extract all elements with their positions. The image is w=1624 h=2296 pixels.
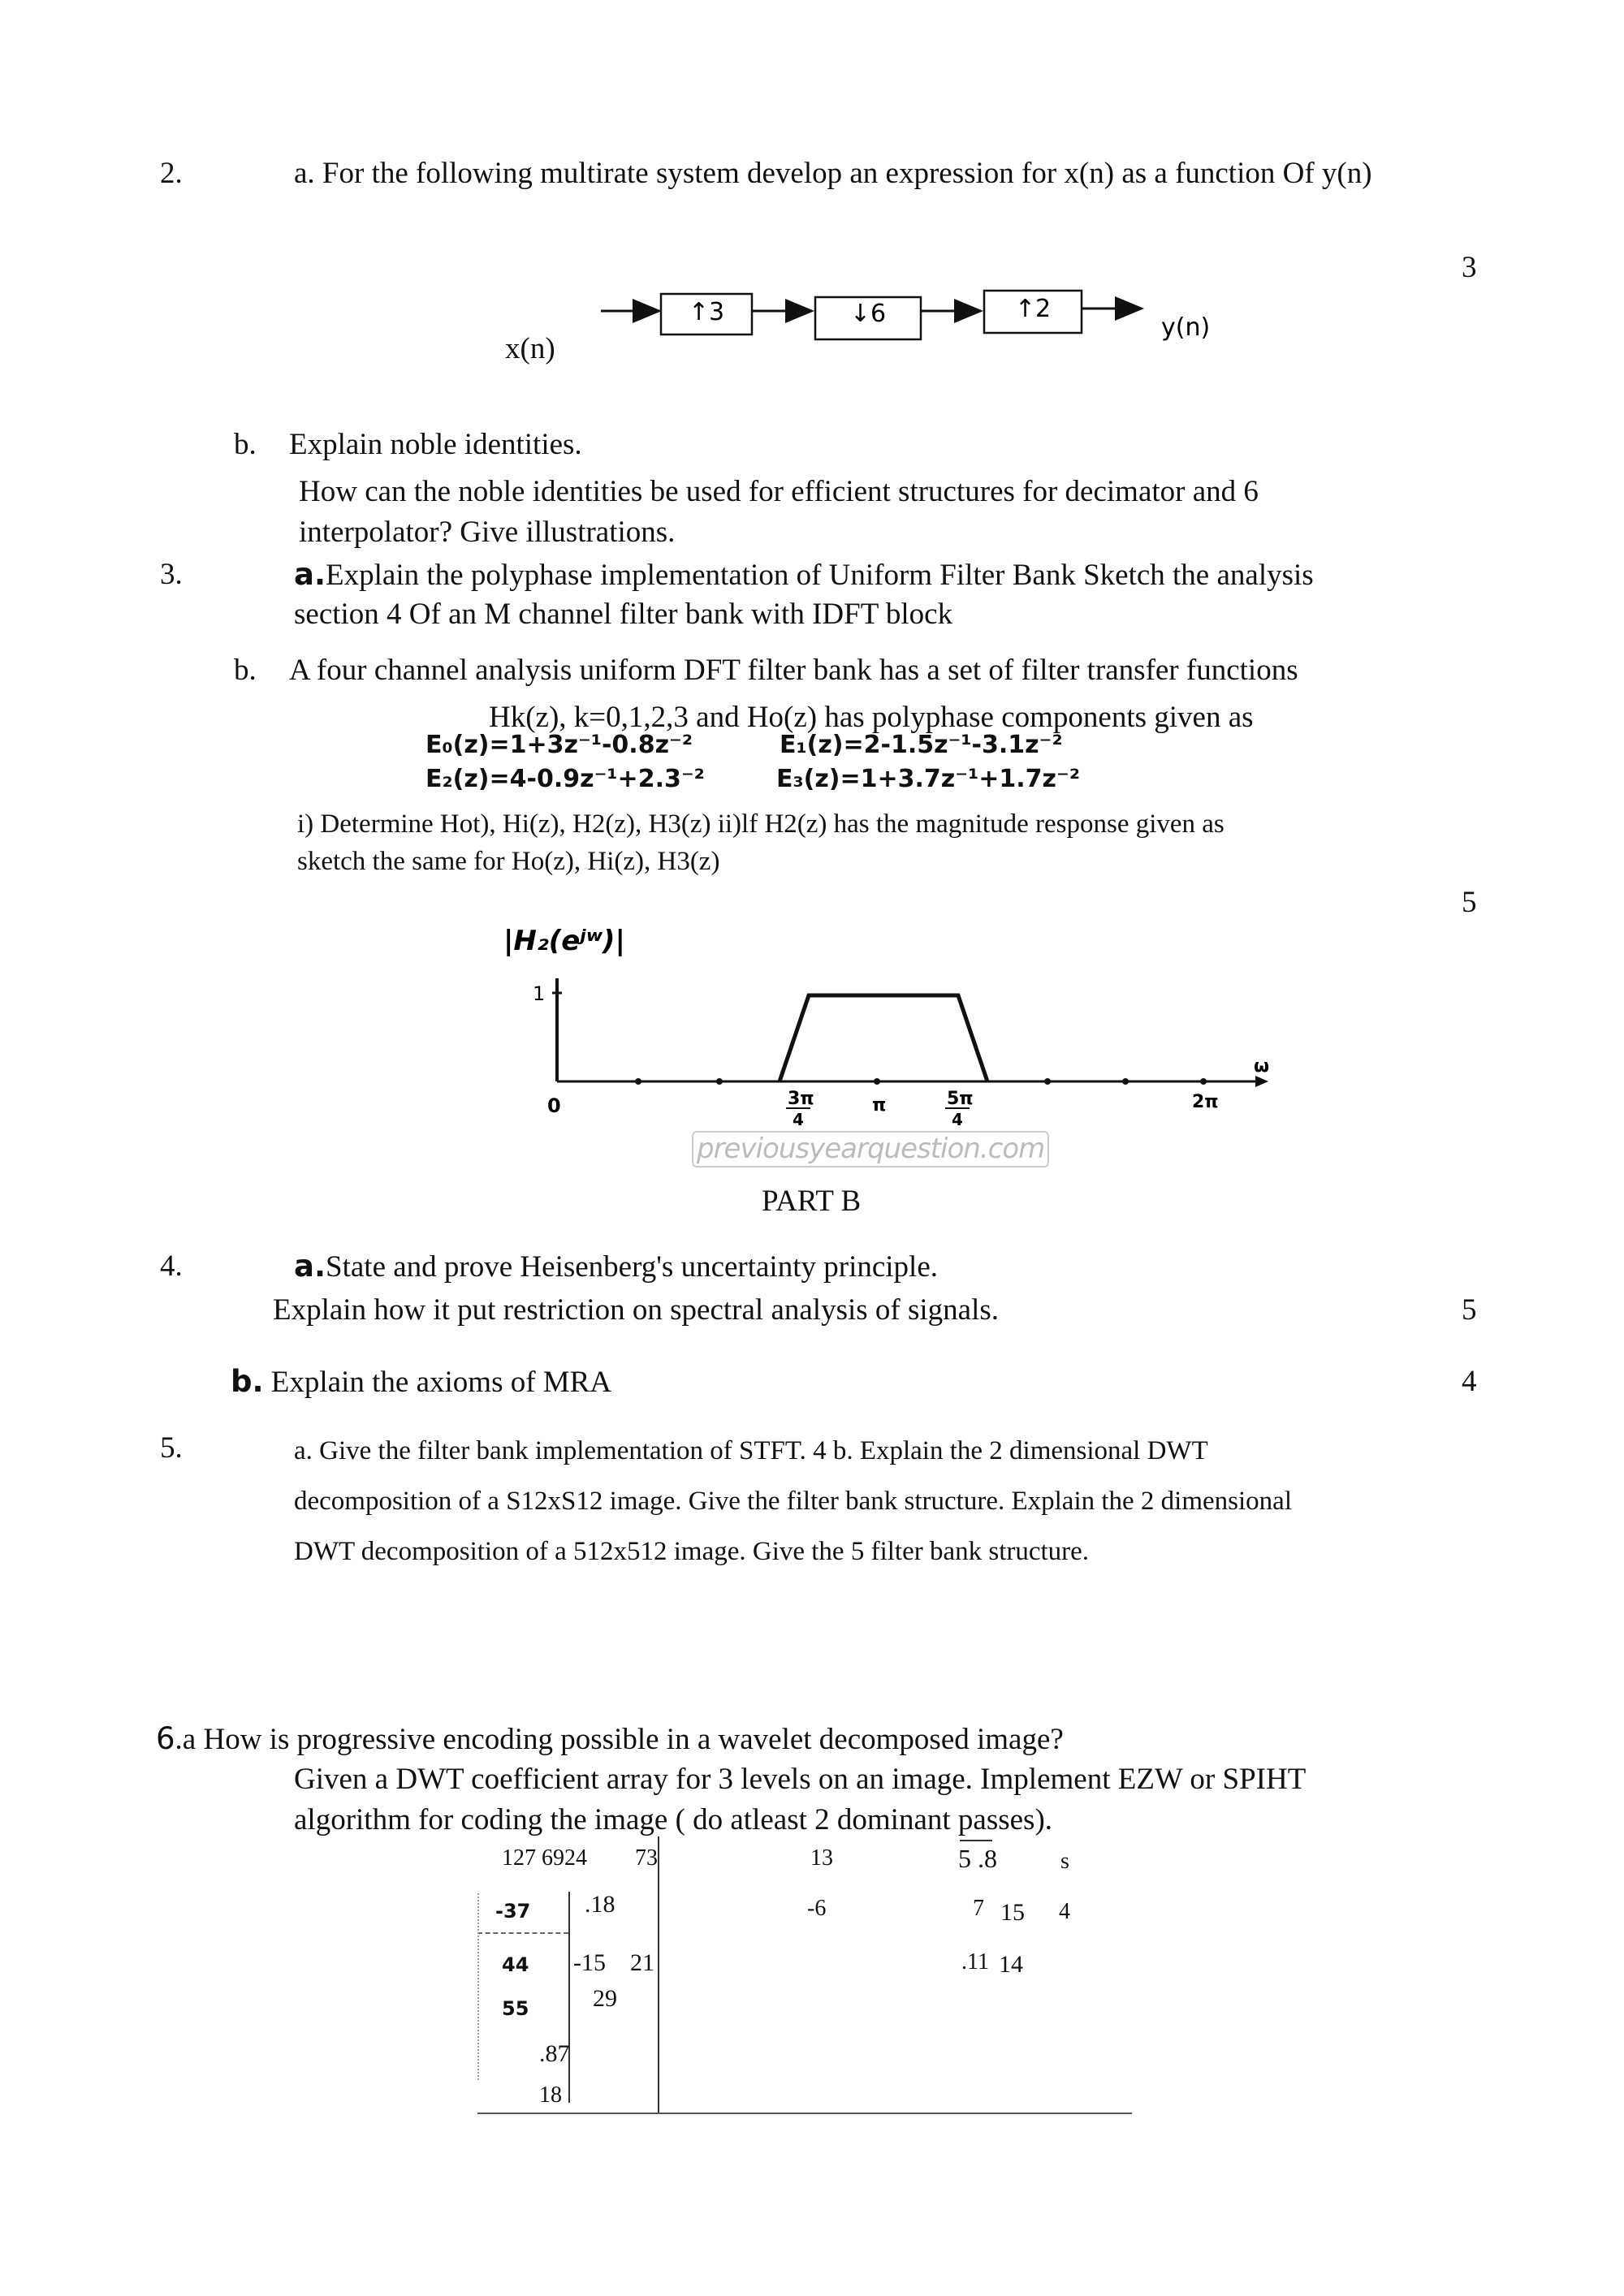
cell-r1e: s <box>1060 1849 1069 1874</box>
q6-line2: Given a DWT coefficient array for 3 levels on an image. Implement EZW or SPIHT <box>294 1763 1307 1796</box>
q3b-label: b. <box>234 654 257 687</box>
cell-r3e: 14 <box>999 1951 1023 1978</box>
q2b-line3: interpolator? Give illustrations. <box>299 516 676 549</box>
cell-r1a: 127 6924 <box>502 1845 587 1871</box>
cell-r1c: 13 <box>810 1845 833 1871</box>
watermark: previousyearquestion.com <box>692 1131 1049 1167</box>
q5-line3: DWT decomposition of a 512x512 image. Give the 5 filter bank structure. <box>294 1537 1090 1566</box>
q6-number: 6 <box>156 1721 175 1756</box>
graph-tick-2pi: 2π <box>1192 1092 1219 1112</box>
q5-line2: decomposition of a S12xS12 image. Give the filter bank structure. Explain the 2 dimensional <box>294 1487 1292 1516</box>
q4b-prefix: b. <box>231 1364 264 1399</box>
graph-tick-3pi-den: 4 <box>793 1110 804 1129</box>
cell-r2c: -6 <box>807 1896 827 1921</box>
cell-r2b: .18 <box>585 1891 615 1918</box>
eq-e2: E₂(z)=4-0.9z⁻¹+2.3⁻² <box>425 765 705 793</box>
dwt-table <box>471 1836 1137 2121</box>
q6-line3: algorithm for coding the image ( do atleast 2 dominant passes). <box>294 1803 1053 1836</box>
cell-r2a: -37 <box>495 1900 531 1923</box>
cell-r3b: -15 <box>573 1949 606 1976</box>
q3-number: 3. <box>160 558 183 591</box>
q5-number: 5. <box>160 1431 183 1465</box>
q3a-line1-text: Explain the polyphase implementation of Uniform Filter Bank Sketch the analysis <box>326 559 1314 592</box>
q5-line1: a. Give the filter bank implementation of STFT. 4 b. Explain the 2 dimensional DWT <box>294 1436 1208 1465</box>
q4a-line1-text: State and prove Heisenberg's uncertainty principle. <box>326 1250 938 1284</box>
cell-r3d: .11 <box>961 1949 989 1974</box>
eq-e0: E₀(z)=1+3z⁻¹-0.8z⁻² <box>425 731 693 759</box>
q6-line1-text: .a How is progressive encoding possible in a wavelet decomposed image? <box>175 1723 1064 1756</box>
q3b-marks: 5 <box>1462 886 1477 919</box>
q2b-line1: Explain noble identities. <box>289 428 582 461</box>
table-left-tick <box>477 1893 479 2080</box>
q2a-text: a. For the following multirate system develop an expression for x(n) as a function Of y(n) <box>294 157 1372 190</box>
cell-r3a: 44 <box>502 1953 529 1976</box>
graph-tick-3pi-num: 3π <box>788 1089 814 1109</box>
q2b-line2: How can the noble identities be used for efficient structures for decimator and 6 <box>299 475 1259 508</box>
q3b-line2: Hk(z), k=0,1,2,3 and Ho(z) has polyphase components given as <box>489 701 1254 734</box>
graph-one-label: 1 <box>533 982 546 1005</box>
q6-line1 <box>156 1721 1064 1758</box>
multirate-diagram <box>487 284 1218 373</box>
diagram-output-label: y(n) <box>1161 313 1211 342</box>
q4b-marks: 4 <box>1462 1365 1477 1398</box>
q3a-line2: section 4 Of an M channel filter bank with IDFT block <box>294 598 953 631</box>
q3b-line4: sketch the same for Ho(z), Hi(z), H3(z) <box>297 847 720 876</box>
cell-r2f: 4 <box>1059 1899 1070 1924</box>
eq-e1: E₁(z)=2-1.5z⁻¹-3.1z⁻² <box>780 731 1063 759</box>
cell-r6: 18 <box>539 2082 562 2108</box>
q2b-label: b. <box>234 428 257 461</box>
block-up2: ↑2 <box>1014 295 1052 323</box>
table-dashed-line <box>477 1932 568 1934</box>
cell-r2d: 7 <box>973 1896 984 1921</box>
table-overline <box>960 1840 992 1841</box>
table-bottom-line <box>477 2113 1132 2114</box>
block-down6: ↓6 <box>849 300 887 328</box>
q4a-line2: Explain how it put restriction on spectral analysis of signals. <box>273 1293 999 1327</box>
graph-ylabel: |H₂(eʲʷ)| <box>503 925 625 957</box>
cell-r4b: 29 <box>593 1985 617 2012</box>
cell-r1b: 73 <box>635 1845 658 1871</box>
q2-number: 2. <box>160 157 183 190</box>
graph-origin-label: 0 <box>547 1094 561 1117</box>
diagram-input-label: x(n) <box>505 332 555 365</box>
q3b-line3: i) Determine Hot), Hi(z), H2(z), H3(z) ii)lf H2(z) has the magnitude response given as <box>297 809 1224 839</box>
graph-tick-pi: π <box>872 1095 887 1116</box>
graph-response-trapezoid <box>780 995 987 1081</box>
graph-axis-omega: ω <box>1254 1056 1270 1077</box>
table-vline-1 <box>568 1892 570 2103</box>
block-up3: ↑3 <box>688 298 725 326</box>
q2a-marks: 3 <box>1462 251 1477 284</box>
table-vline-2 <box>658 1836 659 2114</box>
q4b-line <box>231 1364 611 1400</box>
q4-number: 4. <box>160 1249 183 1283</box>
cell-r1d: 5 .8 <box>958 1844 997 1873</box>
q4b-text: Explain the axioms of MRA <box>270 1366 612 1399</box>
q4a-marks: 5 <box>1462 1293 1477 1327</box>
part-b-heading: PART B <box>762 1185 862 1218</box>
q3a-line1 <box>294 557 1314 593</box>
graph-tick-5pi-num: 5π <box>947 1089 974 1109</box>
graph-tick-5pi-den: 4 <box>952 1110 963 1129</box>
cell-r5: .87 <box>539 2040 570 2067</box>
q3a-prefix: a. <box>294 557 326 592</box>
eq-e3: E₃(z)=1+3.7z⁻¹+1.7z⁻² <box>776 765 1080 793</box>
cell-r3c: 21 <box>630 1949 654 1976</box>
q4a-prefix: a. <box>294 1249 326 1284</box>
cell-r4a: 55 <box>502 1997 529 2020</box>
cell-r2e: 15 <box>1000 1899 1025 1926</box>
q4a-line1 <box>294 1249 938 1285</box>
q3b-line1: A four channel analysis uniform DFT filter bank has a set of filter transfer functions <box>289 654 1298 687</box>
